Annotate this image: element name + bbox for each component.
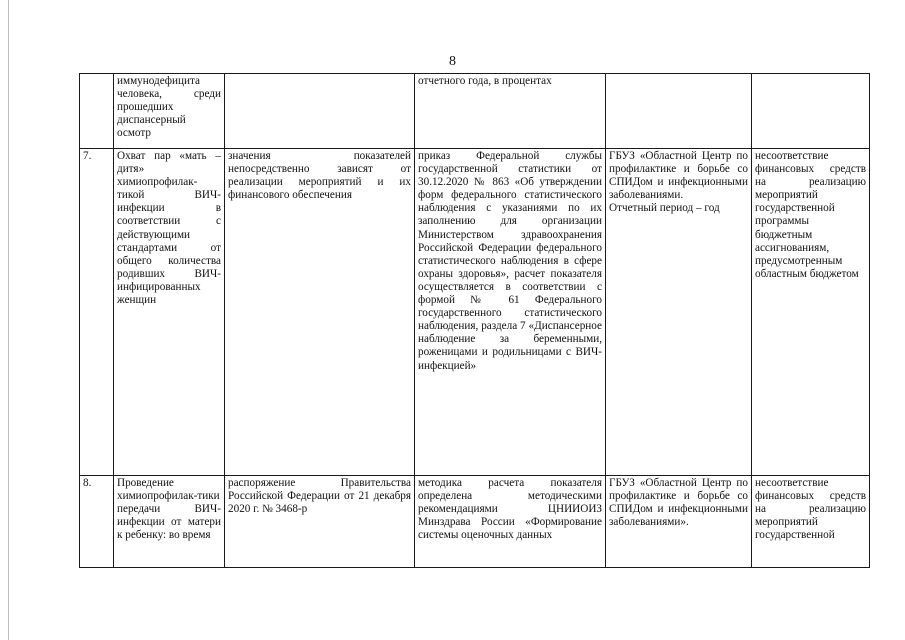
responsible-cell xyxy=(606,149,752,476)
value-basis-cell xyxy=(225,74,415,149)
page-number: 8 xyxy=(449,54,456,69)
scan-edge-line xyxy=(8,0,9,640)
responsible-text: ГБУЗ «Областной Центр по профилактике и борьбе со СПИДом и инфекционными заболеваниями. xyxy=(609,150,748,202)
row-number-cell xyxy=(80,74,114,149)
table-row xyxy=(80,476,870,568)
method-cell: методика расчета показателя определена методическими рекомендациями ЦНИИОИЗ Минздрава России «Формирование системы оценочных данных xyxy=(415,476,606,568)
responsible-cell: ГБУЗ «Областной Центр по профилактике и борьбе со СПИДом и инфекционными заболеваниями». xyxy=(606,476,752,568)
row-number-cell: 7. xyxy=(80,149,114,476)
indicator-table xyxy=(79,73,870,568)
value-basis-cell: распоряжение Правительства Российской Федерации от 21 декабря 2020 г. № 3468-р xyxy=(225,476,415,568)
reporting-period-text: Отчетный период – год xyxy=(609,202,720,215)
indicator-cell: иммунодефицита человека, среди прошедших диспансерный осмотр xyxy=(114,74,225,149)
table-row xyxy=(80,149,870,476)
method-cell: приказ Федеральной службы государственной статистики от 30.12.2020 № 863 «Об утверждении форм федерального статистического наблюдения с указаниями по их заполнению для организации Министерством здравоохранения Российской Федерации федерального статистического наблюдения в сфере охраны здоровья», расчет показателя осуществляется в соответствии с формой № 61 Федерального государственного статистического наблюдения, раздела 7 «Диспансерное наблюдение за беременными, роженицами и родильницами с ВИЧ-инфекцией» xyxy=(415,149,606,476)
method-cell: отчетного года, в процентах xyxy=(415,74,606,149)
value-basis-cell: значения показателей непосредственно зависят от реализации мероприятий и их финансового обеспечения xyxy=(225,149,415,476)
risk-cell: несоответствие финансовых средств на реализацию мероприятий государственной xyxy=(752,476,870,568)
table-row xyxy=(80,74,870,149)
risk-cell xyxy=(752,74,870,149)
indicator-cell: Охват пар «мать – дитя» химиопрофилак-тикой ВИЧ-инфекции в соответствии с действующими стандартами от общего количества родивших ВИЧ-инфицированных женщин xyxy=(114,149,225,476)
risk-cell: несоответствие финансовых средств на реализацию мероприятий государственной программы бюджетным ассигнованиям, предусмотренным областным бюджетом xyxy=(752,149,870,476)
responsible-cell xyxy=(606,74,752,149)
row-number-cell: 8. xyxy=(80,476,114,568)
indicator-cell: Проведение химиопрофилак-тики передачи ВИЧ-инфекции от матери к ребенку: во время xyxy=(114,476,225,568)
